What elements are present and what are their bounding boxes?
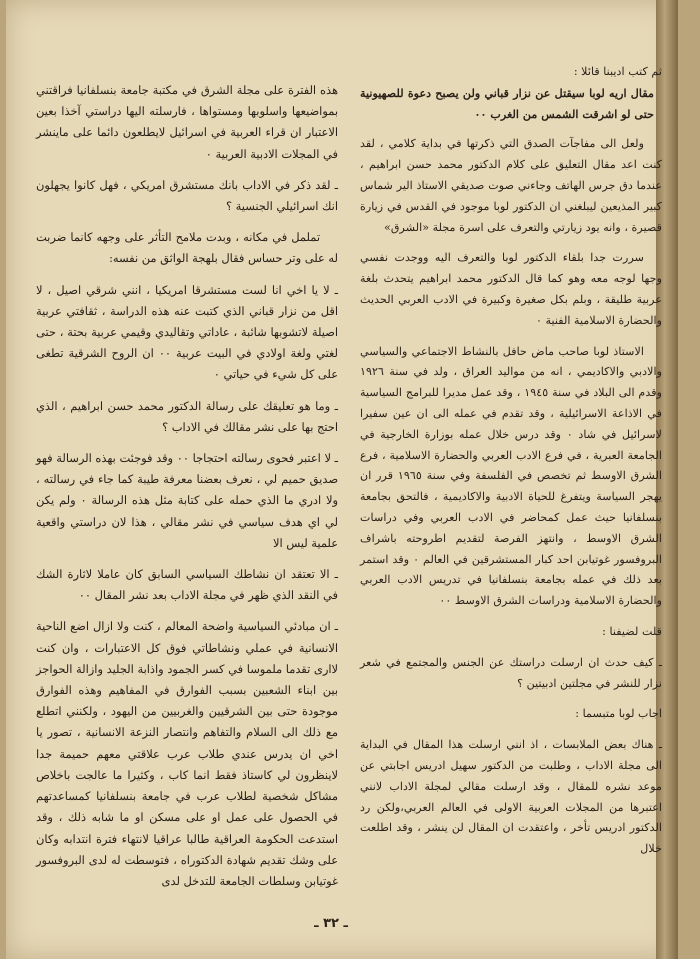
page-number: ـ ٣٢ ـ xyxy=(314,916,348,931)
article-column-right xyxy=(360,62,662,860)
dialogue-paragraph: ـ لقد ذكر في الاداب بانك مستشرق امريكي ، فهل كانوا يجهلون انك اسرائيلي الجنسية ؟ xyxy=(36,177,338,214)
article-paragraph: سررت جدا بلقاء الدكتور لوبا والتعرف اليه ووجدت نفسي وجها لوجه معه وهو كما قال الدكتور محمد ابراهيم يتحدث بلغة عربية طليقة ، وبلم بكل صغيرة وكبيرة في الادب العربي الحديث والحضارة الاسلامية الفنية ٠ xyxy=(360,251,662,327)
dialogue-paragraph: ـ ان مبادئي السياسية واضحة المعالم ، كنت ولا ازال اضع الناحية الانسانية في عملي ونشاطاتي فوق كل الاعتبارات ، وان كنت لاارى تقدما ملموسا في كسر الجمود واذابة الجليد وازالة الحواجز بين ابناء الشعبين بسبب الفوارق في المفاهيم وهذه الفوارق موجودة حتى بين الشرقيين والغربيين من اليهود ، ولكنني اتطلع مع ذلك الى السلام والتفاهم وانتصار النزعة الانسانية ، تصور يا اخي ان يدرس عندي طلاب عرب علاقتي معهم حميمة جدا لاينظرون لي كاستاذ فقط انما كاب ، وكثيرا ما عالجت باخلاص مشاكل شخصية لطلاب عرب في جامعة بنسلفانيا كمساعدتهم في الحصول على عمل او على مسكن او ما شابه ذلك ، وقد استدعت الحكومة العراقية طالبا عراقيا لانتهاء فترة انتدابه وكان على وشك تقديم شهادة الدكتوراه ، فتوسطت له لدى البروفسور غوتيابن وسلطات الجامعة للتدخل لدى xyxy=(36,619,338,888)
dialogue-paragraph: ـ الا تعتقد ان نشاطك السياسي السابق كان عاملا لاثارة الشك في النقد الذي ظهر في مجلة الاداب بعد نشر المقال ٠٠ xyxy=(36,567,338,603)
article-paragraph: قلت لضيفنا : xyxy=(602,624,662,638)
dialogue-paragraph: ـ وما هو تعليقك على رسالة الدكتور محمد حسن ابراهيم ، الذي احتج بها على نشر مقالك في الاداب ؟ xyxy=(36,398,338,434)
article-paragraph: اجاب لوبا متبسما : xyxy=(575,707,662,721)
magazine-page xyxy=(6,0,678,959)
article-paragraph: هذه الفترة على مجلة الشرق في مكتبة جامعة بنسلفانيا فراقتني بمواضيعها واسلوبها ومستواها ، فارسلته اليها دراستي آخذا بعين الاعتبار ان قراء العربية في اسرائيل لايطلعون دائما على ماينشر في المجلات الادبية العربية ٠ xyxy=(36,83,338,161)
dialogue-paragraph: ـ كيف حدث ان ارسلت دراستك عن الجنس والمجتمع في شعر نزار للنشر في مجلتين ادبيتين ؟ xyxy=(360,655,662,690)
dialogue-paragraph: ـ لا يا اخي انا لست مستشرقا امريكيا ، انني شرقي اصيل ، لا اقل من نزار قباني الذي كتبت عنه هذه الدراسة ، ثقافتي عربية اصيلة لاتشوبها شائبة ، عاداتي وتقاليدي وقيمي عربية بحتة ، حتى لغتي ولغة اولادي في البيت عربية ٠٠ ان الروح الشرقية تطغى على كل شيء في حياتي ٠ xyxy=(36,282,338,382)
article-paragraph: ولعل الى مفاجآت الصدق التي ذكرتها في بداية كلامي ، لقد كنت اعد مقال التعليق على كلام الدكتور محمد حسن ابراهيم ، عندما دق جرس الهاتف وجاءني صوت صديقي الاستاذ الير شماس كبير المذيعين ليبلغني ان الدكتور لوبا موجود في القدس في زيارة قصيرة ، وانه يود زيارتي والتعرف على اسرة مجلة «الشرق» xyxy=(360,137,662,234)
dialogue-paragraph: ـ هناك بعض الملابسات ، اذ انني ارسلت هذا المقال في البداية الى مجلة الاداب ، وطلبت من الدكتور سهيل ادريس اجابتي عن موعد نشره للمقال ، وقد ارسلت مقالي لمجلة الاداب لانني اعتبرها من المجلات العربية الاولى في العالم العربي،ولكن رد الدكتور ادريس تأخر ، واعتقدت ان المقال لن ينشر ، وقد اطلعت خلال xyxy=(360,738,662,856)
article-paragraph: الاستاذ لوبا صاحب ماض حافل بالنشاط الاجتماعي والسياسي والادبي والاكاديمي ، انه من مواليد العراق ، ولد في سنة ١٩٢٦ وقدم الى البلاد في سنة ١٩٤٥ ، وقد عمل مديرا للبرامج السياسية في الاذاعة الاسرائيلية ، وقد تقدم في عمله الى ان عين سفيرا لاسرائيل في شاد ٠ وقد درس خلال عمله بوزارة الخارجية في الجامعة العبرية ، في فرع الادب العربي والحضارة الاسلامية ، فرع الشرق الاوسط ثم تخصص في الفلسفة وفي سنة ١٩٦٥ قرر ان يهجر السياسة ويتفرغ للحياة الادبية والاكاديمية ، فالتحق بجامعة بنسلفانيا حيث عمل كمحاضر في الادب العربي وفي دراسات الشرق الاوسط ، وانتهز الفرصة لتقديم اطروحته باشراف البروفسور غوتيابن احد كبار المستشرقين في العالم ٠ وقد استمر بعد ذلك في عمله بجامعة بنسلفانيا في تدريس الادب العربي والحضارة الاسلامية ودراسات الشرق الاوسط ٠٠ xyxy=(360,344,662,608)
article-paragraph: تململ في مكانه ، وبدت ملامح التأثر على وجهه كانما ضربت له على وتر حساس فقال بلهجة الواثق من نفسه: xyxy=(36,230,338,266)
quoted-paragraph: مقال اريه لوبا سيقتل عن نزار قباني ولن يصبح دعوة للصهيونية حتى لو اشرقت الشمس من الغرب ٠٠ xyxy=(360,85,654,121)
article-column-left xyxy=(36,80,338,892)
dialogue-paragraph: ـ لا اعتبر فحوى رسالته احتجاجا ٠٠ وقد فوجئت بهذه الرسالة فهو صديق حميم لي ، نعرف بعضنا معرفة طيبة كما جاء في رسالته ، ولا ادري ما الذي حمله على كتابة مثل هذه الرسالة ٠ ولم يكن لي اي هدف سياسي في نشر مقالي ، هذا لان دراستي واقعية علمية ليس الا xyxy=(36,451,339,550)
dialogue-paragraph: ثم كتب اديبنا قائلا : xyxy=(573,65,662,78)
